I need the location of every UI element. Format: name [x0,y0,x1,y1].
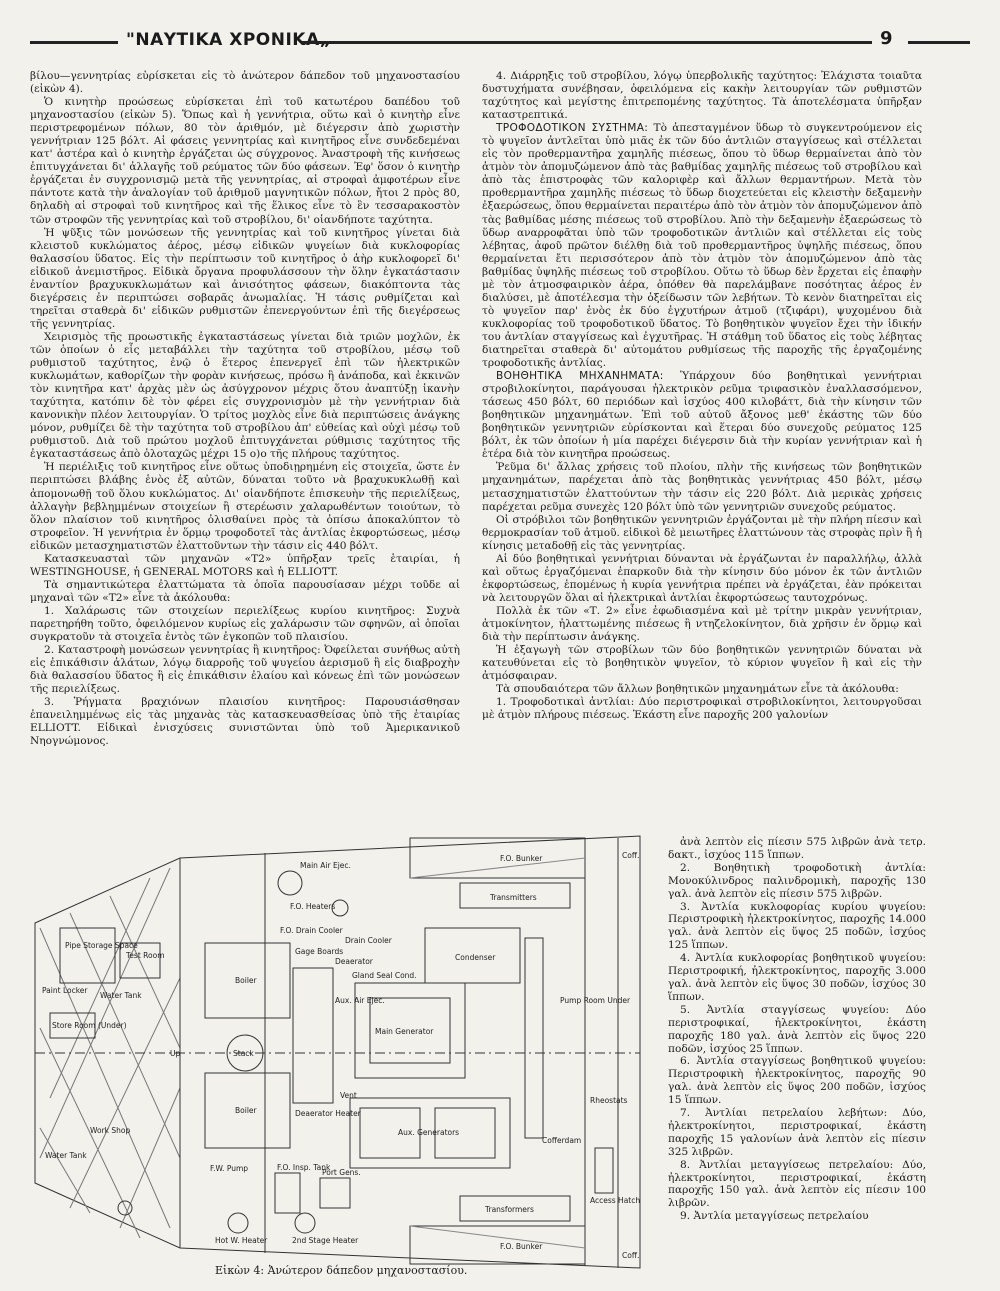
paragraph: Τὰ σπουδαιότερα τῶν ἄλλων βοηθητικῶν μηχανημάτων εἶνε τὰ ἀκόλουθα: [496,683,899,696]
section-heading: ΤΡΟΦΟΔΟΤΙΚΟΝ ΣΥΣΤΗΜΑ: [496,122,649,135]
label: Coff. [622,851,640,860]
label: Gage Boards [295,947,344,956]
list-item: 7. Ἀντλίαι πετρελαίου λεβήτων: Δύο, ἠλεκτροκίνητοι, περιστροφικαί, ἑκάστη παροχῆς 15 γαλονίων ἀνὰ λεπτὸν εἰς πίεσιν 325 λιβρῶν. [668,1107,926,1158]
label: Work Shop [90,1126,131,1135]
label: Pump Room Under [560,996,631,1005]
main-air-ejector [278,871,302,895]
second-stage-heater [295,1213,315,1233]
header-rule-right [908,41,970,44]
label: Transmitters [490,893,537,902]
hot-water-heater [228,1213,248,1233]
paragraph: 2. Καταστροφὴ μονώσεων γεννητρίας ἢ κινητῆρος: Ὀφείλεται συνήθως αὐτὴ εἰς ἐπικάθισιν ἁλάτων, λόγῳ διαρροῆς τοῦ ψυγείου ἀερισμοῦ ἢ εἰς διαβροχὴν διὰ θαλασσίου ὕδατος ἢ εἰς ἐπικάθισιν ἐλαίου καὶ κόνεως ἐπὶ τῶν μονώσεων τῆς περιελίξεως. [30,644,460,696]
label: Vent [340,1091,357,1100]
label: Boiler [235,1106,257,1115]
label: Deaerator [335,957,373,966]
list-item: 6. Ἀντλία σταγγίσεως βοηθητικοῦ ψυγείου: Περιστροφικὴ ἠλεκτροκίνητος, παροχῆς 90 γαλ. ἀνὰ λεπτὸν εἰς ὕψος 200 ποδῶν, ἰσχύος 15 ἵππων. [668,1055,926,1107]
label: Gland Seal Cond. [352,971,417,980]
paragraph: Αἱ δύο βοηθητικαὶ γεννήτριαι δύνανται νὰ ἐργάζωνται ἐν παραλλήλῳ, ἀλλὰ καὶ οὕτως ἐργαζόμεναι ἐπαρκοῦν διὰ τὴν κίνησιν δύο μόνον ἐκ τῶν ἀντλιῶν ἐκφορτώσεως, ἑπομένως ἡ κυρία γεννήτρια πρέπει νὰ ἐργάζεται, ἐὰν πρόκειται νὰ λειτουργῶν ὅλαι αἱ ἠλεκτρικαὶ ἀντλίαι ἐκφορτώσεως ταυτοχρόνως. [482,552,922,604]
paragraph: 1. Τροφοδοτικαὶ ἀντλίαι: Δύο περιστροφικαὶ στροβιλοκίνητοι, λειτουργοῦσαι μὲ ἀτμὸν πλήρους πιέσεως. Ἑκάστη εἶνε παροχῆς 200 γαλονίων [482,696,922,722]
label: F.O. Drain Cooler [280,926,343,935]
label: 2nd Stage Heater [292,1236,359,1245]
list-item: 2. Βοηθητικὴ τροφοδοτικὴ ἀντλία: Μονοκύλινδρος παλινδρομικὴ, παροχῆς 130 γαλ. ἀνὰ λεπτὸν εἰς πίεσιν 575 λιβρῶν. [668,861,926,900]
paragraph: 3. Ῥήγματα βραχιόνων πλαισίου κινητῆρος: Παρουσιάσθησαν ἐπανειλημμένως εἰς τὰς μηχανὰς τὰς κατασκευασθείσας ὑπὸ τῆς ἑταιρίας ELLIOTT. Εἰδικαὶ ἐνισχύσεις συνιστῶνται ὑπὸ τοῦ Ἀμερικανικοῦ Νηογνώμονος. [30,696,460,748]
label: Water Tank [100,991,142,1000]
header-rule-left [30,41,118,44]
label: F.O. Insp. Tank [277,1163,331,1172]
label: Deaerator Heater [295,1109,361,1118]
paragraph: Ῥεῦμα δι' ἄλλας χρήσεις τοῦ πλοίου, πλὴν τῆς κινήσεως τῶν βοηθητικῶν μηχανημάτων, παρέχεται ἀπὸ τὰς βοηθητικὰς γεννήτριας 450 βόλτ, μέσῳ μετασχηματιστῶν ἐλαττούντων τὴν τάσιν εἰς 220 βόλτ. Διὰ μερικὰς χρήσεις παρέχεται ρεῦμα συνεχὲς 120 βόλτ ὑπὸ τῶν γεννητριῶν συνεχοῦς ρεύματος. [482,461,922,513]
section-heading: ΒΟΗΘΗΤΙΚΑ ΜΗΧΑΝΗΜΑΤΑ: [496,370,664,383]
paragraph: Κατασκευασταὶ τῶν μηχανῶν «Τ2» ὑπῆρξαν τρεῖς ἑταιρίαι, ἡ WESTINGHOUSE, ἡ GENERAL MOTORS καὶ ἡ ELLIOTT. [30,552,460,578]
list-item: 9. Ἀντλία μεταγγίσεως πετρελαίου [680,1210,869,1223]
engine-room-drawing [30,828,655,1276]
list-item: 5. Ἀντλία σταγγίσεως ψυγείου: Δύο περιστροφικαί, ἠλεκτροκίνητοι, ἑκάστη παροχῆς 180 γαλ. ἀνὰ λεπτὸν εἰς ὕψος 220 ποδῶν, ἰσχύος 25 ἵππων. [668,1003,926,1055]
page-number: 9 [880,28,893,49]
label: F.O. Heaters [290,902,336,911]
label: F.W. Pump [210,1164,249,1173]
engine-room-plan-svg [30,828,655,1276]
paragraph: Οἱ στρόβιλοι τῶν βοηθητικῶν γεννητριῶν ἐργάζονται μὲ τὴν πλήρη πίεσιν καὶ θερμοκρασίαν τοῦ ἀτμοῦ. εἰδικοὶ δὲ μειωτῆρες ἐλαττώνουν τὰς στροφὰς πρὶν ἢ ἡ κίνησις μεταδοθῇ εἰς τὰς γεννητρίας. [482,513,922,552]
label: Transformers [485,1205,534,1214]
paragraph: Ἡ ψῦξις τῶν μονώσεων τῆς γεννητρίας καὶ τοῦ κινητῆρος γίνεται διὰ κλειστοῦ κυκλώματος ἀέρος, μέσῳ εἰδικῶν ψυγείων διὰ κυκλοφορίας θαλασσίου ὕδατος. Εἰς τὴν περίπτωσιν τοῦ κινητῆρος ὁ ἀὴρ κυκλοφορεῖ δι' εἰδικοῦ ἀνεμιστῆρος. Εἰδικὰ ὄργανα προφυλάσσουν τὴν ὅλην ἐγκατάστασιν ἐναντίον βραχυκυκλωμάτων καὶ ἀνισότητος φάσεων, διακόπτοντα τὰς διεγέρσεις ἐν περιπτώσει σοβαρᾶς ἀνωμαλίας. Ἡ τάσις ρυθμίζεται καὶ τηρεῖται σταθερὰ δι' εἰδικῶν ρυθμιστῶν ἐπενεργούντων ἐπὶ τῆς διεγέρσεως τῆς γεννητρίας. [30,226,460,330]
label: F.O. Bunker [500,1242,543,1251]
paragraph: Ὁ κινητὴρ προώσεως εὑρίσκεται ἐπὶ τοῦ κατωτέρου δαπέδου τοῦ μηχανοστασίου (εἰκὼν 5). Ὅπως καὶ ἡ γεννήτρια, οὕτω καὶ ὁ κινητὴρ εἶνε περιστρεφομένων πόλων, 80 τὸν ἀριθμόν, μὲ διέγερσιν ἀπὸ χωριστὴν γεννήτριαν 125 βόλτ. Αἱ φάσεις γεννητρίας καὶ κινητῆρος εἶνε συνδεδεμέναι κατ' ἀστέρα καὶ ὁ κινητὴρ ἐργάζεται ὡς σύγχρονος. Ἀναστροφὴ τῆς κινήσεως ἐπιτυγχάνεται δι' ἀλλαγῆς τοῦ ρεύματος τῶν δύο φάσεων. Ἐφ' ὅσον ὁ κινητὴρ ἐργάζεται ἐν συγχρονισμῷ μετὰ τῆς γεννητρίας, αἱ στροφαὶ ἀμφοτέρων εἶνε πάντοτε κατὰ τὴν ἀναλογίαν τοῦ ἀριθμοῦ μαγνητικῶν πόλων, ἤτοι 2 πρὸς 80, δηλαδὴ αἱ στροφαὶ τοῦ κινητῆρος καὶ τῆς ἕλικος εἶνε τὸ ἓν τεσσαρακοστὸν τῶν στροφῶν τῆς γεννητρίας καὶ τοῦ στροβίλου, δι' οἱανδήποτε ταχύτητα. [30,96,460,226]
list-item: 4. Ἀντλία κυκλοφορίας βοηθητικοῦ ψυγείου: Περιστροφική, ἠλεκτροκίνητος, παροχῆς 3.000 γαλ. ἀνὰ λεπτὸν εἰς ὕψος 30 ποδῶν, ἰσχύος 30 ἵππων. [668,952,926,1003]
paragraph-text: Τὸ ἀπεσταγμένον ὕδωρ τὸ συγκεντρούμενον εἰς τὸ ψυγεῖον ἀντλεῖται ὑπὸ μιᾶς ἐκ τῶν δύο ἀντλιῶν σταγγίσεως καὶ στέλλεται εἰς τὸν προθερμαντῆρα χαμηλῆς πιέσεως, ὅπου τὸ ὕδωρ θερμαίνεται ἀπὸ τὸν ἀτμὸν τὸν ἀπομυζώμενον ἀπὸ τὰς βαθμίδας χαμηλῆς πιέσεως τοῦ στροβίλου καὶ ἀπὸ τὰς ἐπιστροφὰς τῶν καλοριφὲρ καὶ ἄλλων θερμαντήρων. Μετὰ τὸν προθερμαντῆρα χαμηλῆς πιέσεως τὸ ὕδωρ διοχετεύεται εἰς κλειστὴν δεξαμενὴν ἐξαερώσεως, ὅπου θερμαίνεται περαιτέρω ἀπὸ τὸν ἀτμὸν τὸν ἀπομυζώμενον ἀπὸ τὰς βαθμίδας μέσης πιέσεως τοῦ στροβίλου. Ἀπὸ τὴν δεξαμενὴν ἐξαερώσεως τὸ ὕδωρ αναρροφᾶται ὑπὸ τῶν τροφοδοτικῶν ἀντλιῶν καὶ στέλλεται εἰς τοὺς λέβητας, ἀφοῦ πρῶτον διέλθῃ διὰ τοῦ προθερμαντῆρος ὑψηλῆς πιέσεως, ὅπου θερμαίνεται ἔτι περισσότερον ἀπὸ τὸν ἀτμὸν τὸν ἀπομυζώμενον ἀπὸ τὰς βαθμίδας ὑψηλῆς πιέσεως τοῦ στροβίλου. Οὕτω τὸ ὕδωρ δὲν ἔρχεται εἰς ἐπαφὴν μὲ τὸν ἀτμοσφαιρικὸν ἀέρα, ὁπόθεν θὰ παρελάμβανε ποσότητας ἀέρος ἐν διαλύσει, μὲ ἀποτέλεσμα τὴν ὀξείδωσιν τῶν λεβήτων. Τὸ κενὸν διατηρεῖται εἰς τὸ ψυγεῖον παρ' ἑνὸς ἐκ δύο ἐγχυτήρων ἀτμοῦ (τζιφάρι), ψυχομένου διὰ κυκλοφορίας τοῦ τροφοδοτικοῦ ὕδατος. Τὸ βοηθητικὸν ψυγεῖον ἔχει τὴν ἰδικήν του ἀντλίαν σταγγίσεως καὶ ἐγχυτῆρας. Ἡ στάθμη τοῦ ὕδατος εἰς τοὺς λέβητας διατηρεῖται σταθερὰ δι' αὐτομάτου ρυθμίσεως τῆς παροχῆς τῆς ἐργαζομένης τροφοδοτικῆς ἀντλίας. [482,122,923,370]
label: Paint Locker [42,986,88,995]
label: F.O. Bunker [500,854,543,863]
fuel-bunker-top [410,838,585,878]
label: Store Room (Under) [52,1021,127,1030]
label: Up [170,1049,181,1058]
access-hatch-block [595,1148,613,1193]
page-header [30,30,970,52]
label: Rheostats [590,1096,628,1105]
paragraph: 4. Διάρρηξις τοῦ στροβίλου, λόγῳ ὑπερβολικῆς ταχύτητος: Ἐλάχιστα τοιαῦτα δυστυχήματα συνέβησαν, ὀφειλόμενα εἰς κακὴν λειτουργίαν τῶν ρυθμιστῶν ταχύτητος καὶ μεγίστης ἐπιτρεπομένης ταχύτητος. Τὰ ἀποτελέσματα ὑπῆρξαν καταστρεπτικά. [482,70,922,122]
aux-machinery-list [668,836,926,1223]
header-rule-middle [302,41,872,44]
paragraph: Τὰ σημαντικώτερα ἐλαττώματα τὰ ὁποῖα παρουσίασαν μέχρι τοῦδε αἱ μηχαναὶ τῶν «Τ2» εἶνε τὰ ἀκόλουθα: [30,578,460,604]
label: Hot W. Heater [215,1236,268,1245]
paragraph: βίλου—γεννητρίας εὑρίσκεται εἰς τὸ ἀνώτερον δάπεδον τοῦ μηχανοστασίου (εἰκὼν 4). [30,70,460,96]
paragraph-text: Ὑπάρχουν δύο βοηθητικαὶ γεννήτριαι στροβιλοκίνητοι, παράγουσαι ἠλεκτρικὸν ρεῦμα τριφασικὸν ἐναλλασσόμενον, τάσεως 450 βόλτ, 60 περιόδων καὶ ἰσχύος 400 κιλοβάττ, διὰ τὴν κίνησιν τῶν βοηθητικῶν μηχανημάτων. Ἐπὶ τοῦ αὐτοῦ ἄξονος μεθ' ἑκάστης τῶν δύο βοηθητικῶν γεννητριῶν εὑρίσκονται καὶ ἕτεραι δύο συνεχοῦς ρεύματος 125 βόλτ, ἐκ τῶν ὁποίων ἡ μία παρέχει διέγερσιν διὰ τὴν κυρίαν γεννήτριαν καὶ ἡ ἑτέρα διὰ τὸν κινητῆρα προώσεως. [482,370,922,461]
pipe-storage-block [60,928,115,983]
paragraph: Ἡ περιέλιξις τοῦ κινητῆρος εἶνε οὕτως ὑποδιῃρημένη εἰς στοιχεῖα, ὥστε ἐν περιπτώσει βλάβης ἑνὸς ἐξ αὐτῶν, δύναται τοῦτο νὰ βραχυκυκλωθῇ καὶ ἀπομονωθῇ τοῦ ὅλου κυκλώματος. Δι' οἱανδήποτε ἐπισκευὴν τῆς περιελίξεως, ἀλλαγὴν βεβλημμένων στοιχείων ἢ στερέωσιν χαλαρωθέντων τοιούτων, τὸ ὅλον πλαίσιον τοῦ κινητῆρος ὀλισθαίνει πρὸς τὰ ὀπίσω ἀποκαλύπτον τὸ στροφεῖον. Ἡ γεννήτρια ἐν ὅρμῳ τροφοδοτεῖ τὰς ἀντλίας ἐκφορτώσεως, μέσῳ εἰδικῶν μετασχηματιστῶν ἐλαττοῦντων τὴν τάσιν εἰς 440 βόλτ. [30,461,460,552]
label: Port Gens. [322,1168,361,1177]
label: Condenser [455,953,496,962]
switchboard-block [525,938,543,1138]
label: Pipe Storage Space [65,941,138,950]
label: Boiler [235,976,257,985]
port-gens-block [320,1178,350,1208]
paragraph: Χειρισμὸς τῆς προωστικῆς ἐγκαταστάσεως γίνεται διὰ τριῶν μοχλῶν, ἐκ τῶν ὁποίων ὁ εἷς μεταβάλλει τὴν ταχύτητα τοῦ στροβίλου, μέσῳ τοῦ ρυθμιστοῦ ταχύτητος, ἐνῷ ὁ ἕτερος ἐπενεργεῖ ἐπὶ τῶν ἠλεκτρικῶν κυκλωμάτων, καθορίζων τὴν φορὰν κινήσεως, πρόσω ἢ ἀνάποδα, καὶ ἐκκινῶν τὸν κινητῆρα κατ' ἀρχὰς μὲν ὡς ἀσύγχρονον μέχρις ὅτου ἀναπτύξῃ ἱκανὴν ταχύτητα, κατόπιν δὲ τὸν φέρει εἰς συγχρονισμὸν μὲ τὴν γεννήτριαν διὰ κανονικὴν πλέον λειτουργίαν. Ὁ τρίτος μοχλὸς εἶνε διὰ περιπτώσεις ἀνάγκης μόνον, ρυθμίζει δὲ τὴν ταχύτητα τοῦ στροβίλου ἀπ' εὐθείας καὶ οὐχὶ μέσῳ τοῦ ρυθμιστοῦ. Διὰ τοῦ πρώτου μοχλοῦ ἐπιτυγχάνεται ρύθμισις ταχύτητος τῆς ἐγκαταστάσεως ἀπὸ ὁλοταχῶς μέχρι 15 ο)ο τῆς πλήρους ταχύτητος. [30,330,460,461]
list-item: 3. Ἀντλία κυκλοφορίας κυρίου ψυγείου: Περιστροφικὴ ἠλεκτροκίνητος, παροχῆς 14.000 γαλ. ἀνὰ λεπτὸν εἰς ὕψος 25 ποδῶν, ἰσχύος 125 ἵππων. [668,900,926,952]
left-column [30,70,460,748]
label: Drain Cooler [345,936,392,945]
label: Water Tank [45,1151,87,1160]
list-item: ἀνὰ λεπτὸν εἰς πίεσιν 575 λιβρῶν ἀνὰ τετρ. δακτ., ἰσχύος 115 ἵππων. [668,836,926,861]
magazine-title: "ΝΑΥΤΙΚΑ ΧΡΟΝΙΚΑ„ [126,30,332,50]
figure-caption: Εἰκὼν 4: Ἀνώτερον δάπεδον μηχανοστασίου. [215,1264,468,1277]
fo-insp-tank-block [275,1173,300,1213]
right-column [482,70,922,722]
deaerator-block [293,968,333,1103]
label: Main Generator [375,1027,434,1036]
label: Coff. [622,1251,640,1260]
work-shop-fixture [118,1201,132,1215]
paragraph: 1. Χαλάρωσις τῶν στοιχείων περιελίξεως κυρίου κινητῆρος: Συχνὰ παρετηρήθη τοῦτο, ὀφειλόμενον κυρίως εἰς χαλάρωσιν τῶν σφηνῶν, αἱ ὁποῖαι συγκρατοῦν τὰ στοιχεῖα ἐντὸς τῶν ἐγκοπῶν τοῦ πλαισίου. [30,604,460,644]
label: Access Hatch [590,1196,641,1205]
label: Aux. Generators [398,1128,460,1137]
label: Cofferdam [542,1136,582,1145]
label: Test Room [126,951,165,960]
label: Aux. Air Ejec. [335,996,385,1005]
aux-machinery-paragraph [482,370,922,461]
label: Stack [233,1049,254,1058]
label: Main Air Ejec. [300,861,351,870]
feed-system-paragraph [482,122,922,370]
list-item: 8. Ἀντλίαι μεταγγίσεως πετρελαίου: Δύο, ἠλεκτροκίνητοι, περιστροφικαί, ἑκάστη παροχῆς 150 γαλ. ἀνὰ λεπτὸν εἰς πίεσιν 100 λιβρῶν. [668,1158,926,1210]
paragraph: Πολλὰ ἐκ τῶν «Τ. 2» εἶνε ἐφωδιασμένα καὶ μὲ τρίτην μικρὰν γεννήτριαν, ἀτμοκίνητον, ἠλαττωμένης πιέσεως ἢ ντηζελοκίνητον, διὰ χρῆσιν ἐν ὅρμῳ καὶ διὰ τὴν περίπτωσιν ἀνάγκης. [482,604,922,644]
paragraph: Ἡ ἐξαγωγὴ τῶν στροβίλων τῶν δύο βοηθητικῶν γεννητριῶν δύναται νὰ κατευθύνεται εἰς τὸ βοηθητικὸν ψυγεῖον, τὸ κύριον ψυγεῖον ἢ καὶ εἰς τὴν ἀτμόσφαιραν. [482,644,922,683]
